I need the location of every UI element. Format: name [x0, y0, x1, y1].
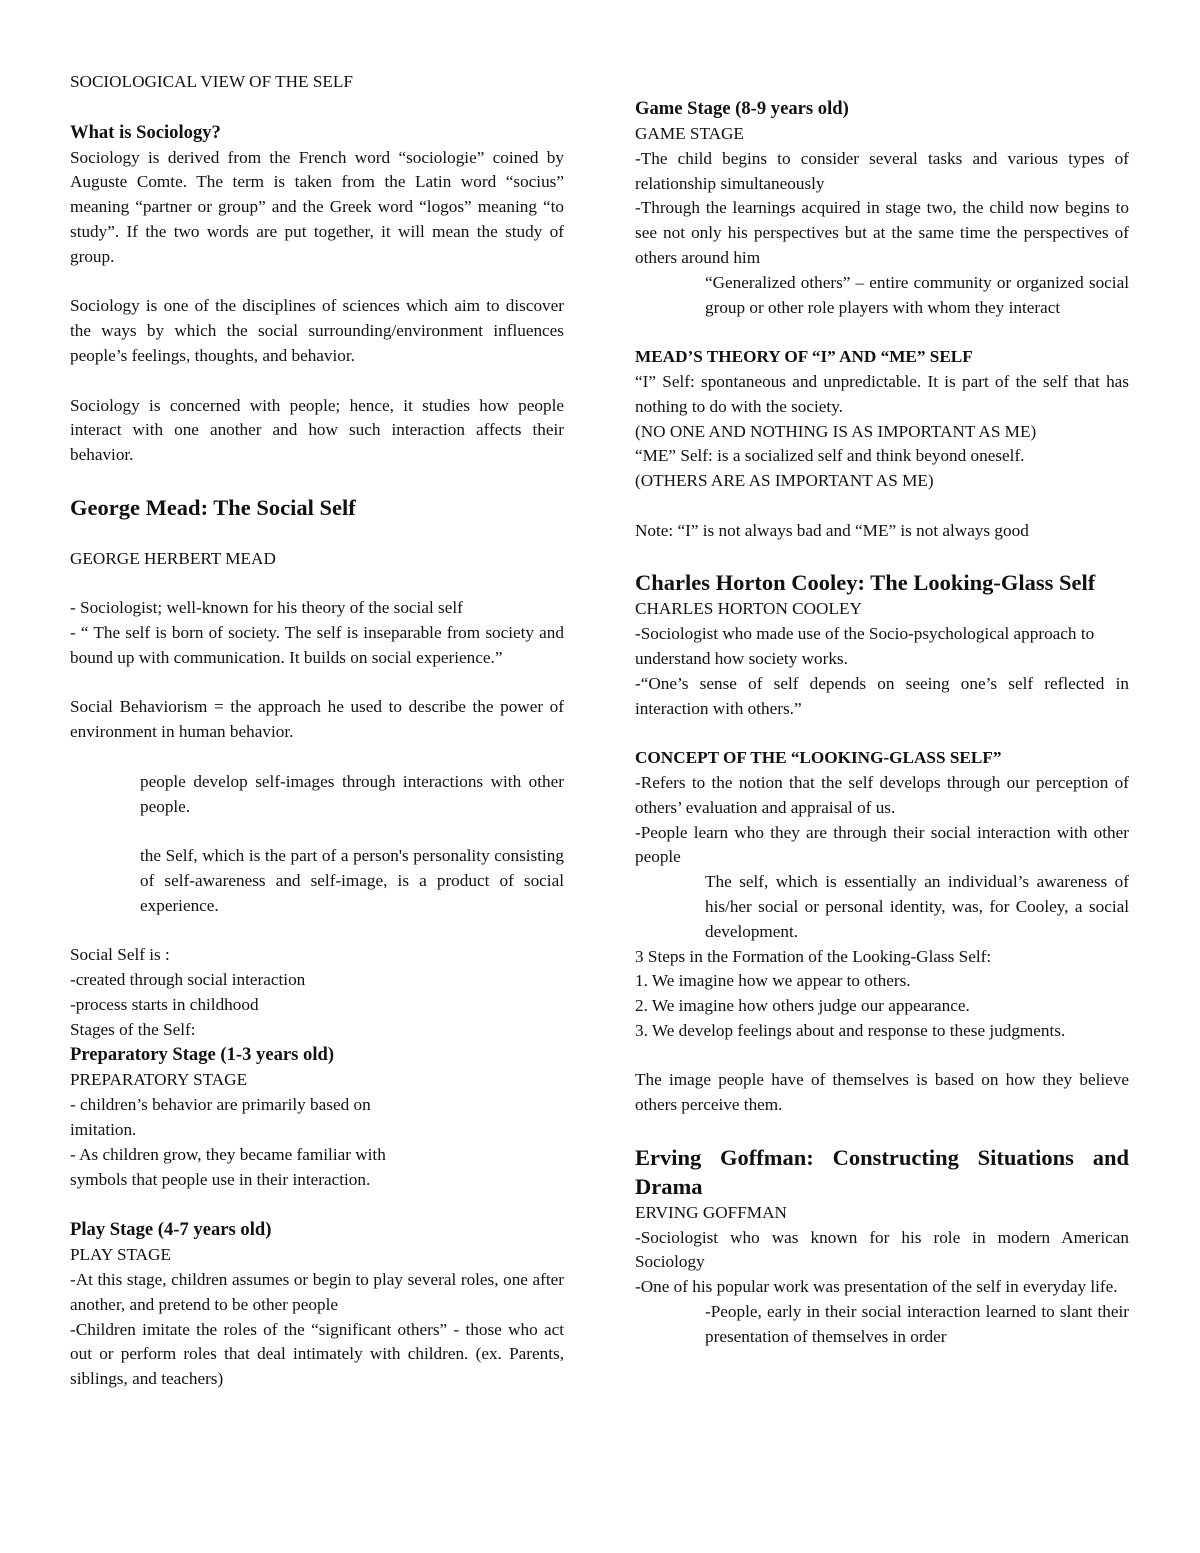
play-caps: PLAY STAGE	[70, 1245, 171, 1265]
play-item: -Children imitate the roles of the “significant others” - those who act out or perform roles that deal intimately with children. (ex. Parents, siblings, and teachers)	[70, 1319, 564, 1389]
game-item: -The child begins to consider several tasks and various types of relationship simultaneously	[635, 148, 1129, 193]
preparatory-caps: PREPARATORY STAGE	[70, 1070, 248, 1090]
step-item: 2. We imagine how others judge our appearance.	[635, 996, 970, 1016]
stages-of-self: Stages of the Self:	[70, 1019, 196, 1039]
looking-glass-item: -Refers to the notion that the self develops through our perception of others’ evaluation and appraisal of us.	[635, 772, 1129, 817]
paragraph-image-people: The image people have of themselves is based on how they believe others perceive them.	[635, 1070, 1129, 1115]
preparatory-line: - children’s behavior are primarily based on	[70, 1095, 371, 1115]
indent-self-images: people develop self-images through interactions with other people.	[140, 771, 564, 816]
heading-i-me-theory: MEAD’S THEORY OF “I” AND “ME” SELF	[635, 347, 973, 367]
me-self: “ME” Self: is a socialized self and think beyond oneself.	[635, 446, 1025, 466]
indent-generalized-others: “Generalized others” – entire community or organized social group or other role players with whom they interact	[705, 272, 1129, 317]
heading-game-stage: Game Stage (8-9 years old)	[635, 98, 849, 119]
heading-preparatory-stage: Preparatory Stage (1-3 years old)	[70, 1044, 335, 1066]
cooley-item: -Sociologist who made use of the Socio-psychological approach to understand how society works.	[635, 624, 1095, 668]
paragraph-sociology-discipline: Sociology is one of the disciplines of sciences which aim to discover the ways by which the social surrounding/environment influences people’s feelings, thoughts, and behavior.	[70, 296, 564, 365]
preparatory-line: imitation.	[70, 1120, 137, 1140]
right-column	[635, 96, 1129, 1350]
me-self-caps: (OTHERS ARE AS IMPORTANT AS ME)	[635, 471, 934, 491]
document-title: SOCIOLOGICAL VIEW OF THE SELF	[70, 72, 353, 91]
game-caps: GAME STAGE	[635, 124, 744, 143]
indent-self-definition: the Self, which is the part of a person's personality consisting of self-awareness and self-image, is a product of social experience.	[140, 846, 564, 915]
heading-charles-cooley: Charles Horton Cooley: The Looking-Glass Self	[635, 570, 1096, 596]
note: Note: “I” is not always bad and “ME” is not always good	[635, 520, 1029, 540]
heading-erving-goffman: Erving Goffman: Constructing Situations and Drama	[635, 1144, 1129, 1199]
looking-glass-item: -People learn who they are through their social interaction with other people	[635, 822, 1129, 867]
preparatory-line: - As children grow, they became familiar with	[70, 1144, 386, 1164]
indent-cooley-self: The self, which is essentially an individual’s awareness of his/her social or personal identity, was, for Cooley, a social development.	[705, 872, 1129, 941]
goffman-item: -Sociologist who was known for his role in modern American Sociology	[635, 1227, 1129, 1272]
goffman-item: -One of his popular work was presentation of the self in everyday life.	[635, 1277, 1118, 1297]
game-item: -Through the learnings acquired in stage two, the child now begins to see not only his perspectives but at the same time the perspectives of others around him	[635, 198, 1129, 267]
cooley-name: CHARLES HORTON COOLEY	[635, 599, 862, 619]
heading-looking-glass-concept: CONCEPT OF THE “LOOKING-GLASS SELF”	[635, 748, 1002, 768]
step-item: 3. We develop feelings about and response to these judgments.	[635, 1020, 1066, 1040]
i-self-caps: (NO ONE AND NOTHING IS AS IMPORTANT AS ME)	[635, 421, 1037, 441]
step-item: 1. We imagine how we appear to others.	[635, 971, 911, 991]
social-self-item: -created through social interaction	[70, 970, 306, 990]
mead-bullet-quote: - “ The self is born of society. The self is inseparable from society and bound up with communication. It builds on social experience.”	[70, 622, 564, 667]
preparatory-line: symbols that people use in their interaction.	[70, 1169, 371, 1189]
cooley-item: -“One’s sense of self depends on seeing one’s self reflected in interaction with others.”	[635, 673, 1129, 718]
paragraph-sociology-origin: Sociology is derived from the French word “sociologie” coined by Auguste Comte. The term is taken from the Latin word “socius” meaning “partner or group” and the Greek word “logos” meaning “to study”. If the two words are put together, it will mean the study of group.	[70, 147, 564, 266]
indent-goffman-people: -People, early in their social interaction learned to slant their presentation of themselves in order	[705, 1302, 1129, 1346]
left-column	[70, 70, 564, 1392]
goffman-name: ERVING GOFFMAN	[635, 1202, 787, 1222]
social-behaviorism: Social Behaviorism = the approach he used to describe the power of environment in human behavior.	[70, 697, 564, 742]
paragraph-sociology-concern: Sociology is concerned with people; hence, it studies how people interact with one another and how such interaction affects their behavior.	[70, 395, 564, 465]
mead-bullet-sociologist: - Sociologist; well-known for his theory of the social self	[70, 598, 463, 618]
heading-george-mead: George Mead: The Social Self	[70, 494, 356, 520]
mead-name: GEORGE HERBERT MEAD	[70, 548, 276, 568]
i-self: “I” Self: spontaneous and unpredictable. It is part of the self that has nothing to do with the society.	[635, 371, 1129, 416]
social-self-is: Social Self is :	[70, 945, 170, 965]
play-item: -At this stage, children assumes or begin to play several roles, one after another, and pretend to be other people	[70, 1270, 564, 1314]
steps-title: 3 Steps in the Formation of the Looking-Glass Self:	[635, 946, 992, 966]
heading-play-stage: Play Stage (4-7 years old)	[70, 1219, 272, 1241]
social-self-item: -process starts in childhood	[70, 994, 259, 1014]
heading-what-is-sociology: What is Sociology?	[70, 121, 221, 143]
